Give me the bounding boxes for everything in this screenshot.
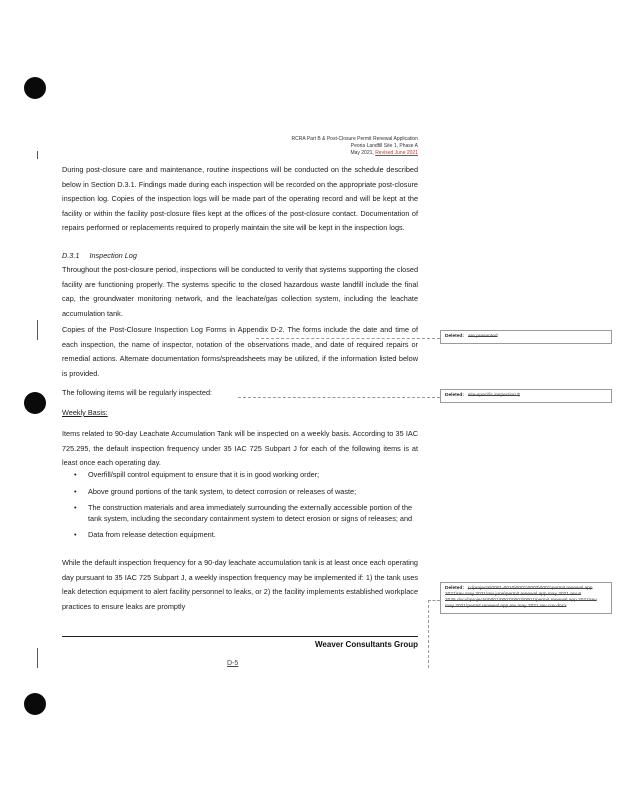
list-item: • Above ground portions of the tank system, to detect corrosion or releases of waste; xyxy=(74,486,357,496)
punch-hole-middle xyxy=(24,392,46,414)
list-item: • Data from release detection equipment. xyxy=(74,530,216,540)
list-item: • Overfill/spill control equipment to ensure that it is in good working order; xyxy=(74,470,320,479)
page-number: D-5 xyxy=(227,660,239,667)
while-paragraph: While the default inspection frequency for a 90-day leachate accumulation tank is at least once each operating day pursuant to 35 IAC 725 Subpart J, a weekly inspection frequency may be implemented if: 1) the tank uses leak detection equipment to alert facility personnel to leaks, or 2) the facility implements established workplace practices to ensure leaks are promptly xyxy=(62,558,418,611)
section-title: Inspection Log xyxy=(89,251,137,260)
deleted-comment-1[interactable]: Deleted: are presented xyxy=(440,330,612,344)
header-date: May 2021, Revised June 2021 xyxy=(350,149,418,156)
change-bar xyxy=(37,648,38,668)
section-heading xyxy=(62,251,137,260)
section-number: D.3.1 xyxy=(62,251,80,260)
punch-hole-bottom xyxy=(24,693,46,715)
list-item: • The construction materials and area immediately surrounding the externally accessible portion of the tank system, including the secondary containment system to detect erosion or signs of releases; and xyxy=(74,503,413,523)
footer-rule xyxy=(62,636,418,637)
comment-leader xyxy=(428,600,440,601)
comment-leader xyxy=(238,397,440,398)
inspection-items-list xyxy=(62,470,418,547)
header-site: Peoria Landfill Site 1, Phase A xyxy=(350,142,418,149)
intro-paragraph: During post-closure care and maintenance, routine inspections will be conducted on the schedule described below in Section D.3.1. Findings made during each inspection will be recorded on the appropriate post-closure inspection log. Copies of the inspection logs will be made part of the operating record and will be kept at the facility or within the facility post-closure files kept at the offices of the post-closure contact. Documentation of repairs performed or replacements required to properly maintain the site will be kept in the inspection logs. xyxy=(62,165,418,233)
weekly-basis-heading: Weekly Basis: xyxy=(62,408,108,417)
revision-date: Revised June 2021 xyxy=(375,149,418,156)
comment-leader xyxy=(428,600,429,668)
change-bar xyxy=(37,320,38,340)
change-bar xyxy=(37,151,38,159)
following-paragraph: The following items will be regularly inspected: xyxy=(62,388,213,397)
company-name: Weaver Consultants Group xyxy=(315,640,418,649)
items-related-paragraph: Items related to 90-day Leachate Accumulation Tank will be inspected on a weekly basis. According to 35 IAC 725.295, the default inspection frequency under 35 IAC 725 Subpart J for each of the following items is at least once each operating day. xyxy=(62,429,418,468)
throughout-paragraph: Throughout the post-closure period, inspections will be conducted to verify that systems supporting the closed facility are functioning properly. The systems specific to the closed hazardous waste landfill include the final cap, the groundwater monitoring network, and the leachate/gas collection system, including the leachate accumulation tank. xyxy=(62,265,418,318)
document-header xyxy=(292,136,418,156)
deleted-comment-2[interactable]: Deleted: site-specific inspection ¶ xyxy=(440,389,612,403)
header-title: RCRA Part B & Post-Closure Permit Renewal Application xyxy=(291,136,418,142)
deleted-comment-3[interactable]: Deleted: p:\projects\0001-0010\0001\0003\0001\permit renewal app 2021\rev may 2021\rev june\permit renewal app may 2021 rev 6 2025.docx\\projects\0001\0002\0003\0001\permit renewal app 2021\rev may 2021\permit renewal app rev may 2021 rev cov.docx xyxy=(440,582,612,614)
comment-leader xyxy=(256,338,440,339)
copies-paragraph: Copies of the Post-Closure Inspection Log Forms in Appendix D-2. The forms include the date and time of each inspection, the name of inspector, notation of the observations made, and date of required repairs or remedial actions. Alternate documentation forms/spreadsheets may be utilized, if the information listed below is provided. xyxy=(62,325,418,378)
punch-hole-top xyxy=(24,77,46,99)
